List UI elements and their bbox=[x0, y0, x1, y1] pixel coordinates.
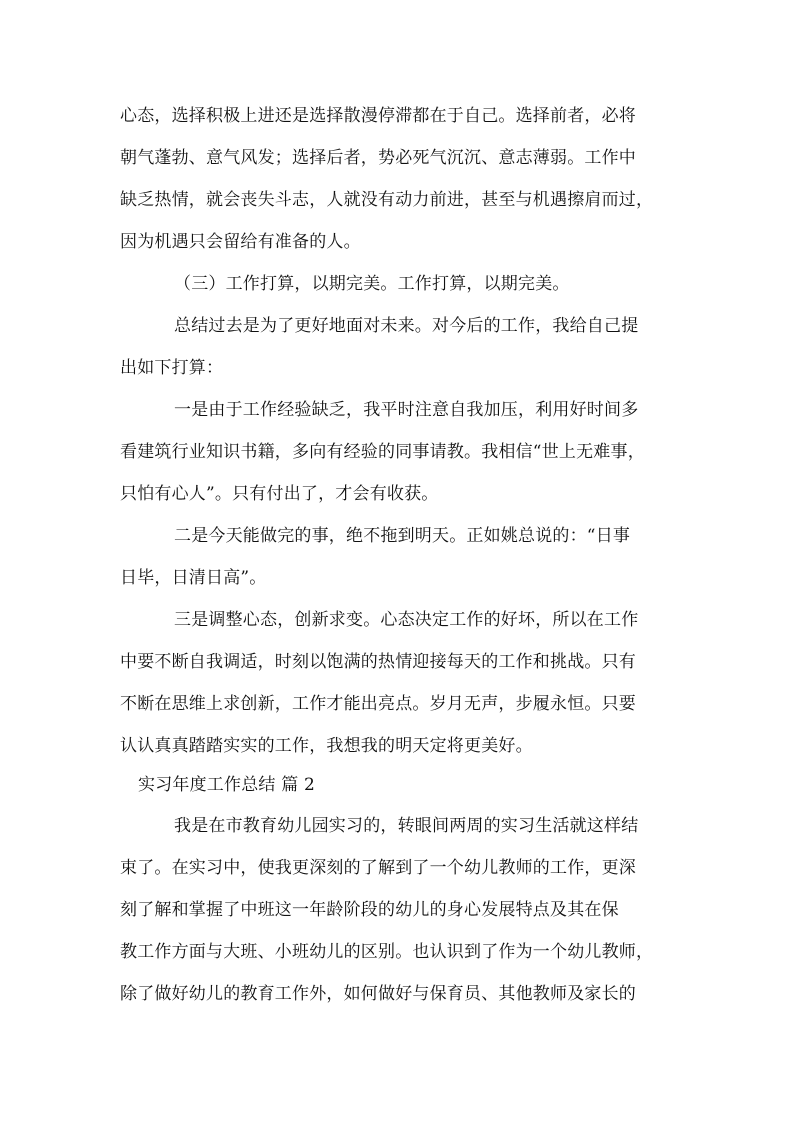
paragraph-line: 认认真真踏踏实实的工作，我想我的明天定将更美好。 bbox=[120, 736, 533, 756]
paragraph-line: 教工作方面与大班、小班幼儿的区别。也认识到了作为一个幼儿教师， bbox=[120, 942, 654, 962]
paragraph-line: 我是在市教育幼儿园实习的，转眼间两周的实习生活就这样结 bbox=[174, 816, 639, 836]
paragraph-line: 三是调整心态，创新求变。心态决定工作的好坏，所以在工作 bbox=[174, 610, 639, 630]
paragraph-line: 出如下打算： bbox=[120, 358, 224, 378]
paragraph-line: 总结过去是为了更好地面对未来。对今后的工作，我给自己提 bbox=[174, 316, 639, 336]
paragraph-line: 只怕有心人”。只有付出了，才会有收获。 bbox=[120, 484, 439, 504]
paragraph-line: 刻了解和掌握了中班这一年龄阶段的幼儿的身心发展特点及其在保 bbox=[120, 900, 619, 920]
paragraph-line: 一是由于工作经验缺乏，我平时注意自我加压，利用好时间多 bbox=[174, 400, 639, 420]
paragraph-line: 中要不断自我调适，时刻以饱满的热情迎接每天的工作和挑战。只有 bbox=[120, 652, 636, 672]
paragraph-line: 心态，选择积极上进还是选择散漫停滞都在于自己。选择前者，必将 bbox=[120, 106, 636, 126]
paragraph-line: 因为机遇只会留给有准备的人。 bbox=[120, 232, 361, 252]
section-heading: （三）工作打算，以期完美。工作打算，以期完美。 bbox=[174, 274, 570, 294]
paragraph-line: 束了。在实习中，使我更深刻的了解到了一个幼儿教师的工作，更深 bbox=[120, 858, 636, 878]
paragraph-line: 二是今天能做完的事，绝不拖到明天。正如姚总说的：“日事 bbox=[174, 526, 631, 546]
paragraph-line: 缺乏热情，就会丧失斗志，人就没有动力前进，甚至与机遇擦肩而过， bbox=[120, 190, 654, 210]
paragraph-line: 看建筑行业知识书籍，多向有经验的同事请教。我相信“世上无难事， bbox=[120, 442, 645, 462]
paragraph-line: 除了做好幼儿的教育工作外，如何做好与保育员、其他教师及家长的 bbox=[120, 984, 636, 1004]
paragraph-line: 朝气蓬勃、意气风发；选择后者，势必死气沉沉、意志薄弱。工作中 bbox=[120, 148, 636, 168]
article-title: 实习年度工作总结 篇 2 bbox=[138, 775, 316, 795]
paragraph-line: 日毕，日清日高”。 bbox=[120, 568, 267, 588]
paragraph-line: 不断在思维上求创新，工作才能出亮点。岁月无声，步履永恒。只要 bbox=[120, 694, 636, 714]
